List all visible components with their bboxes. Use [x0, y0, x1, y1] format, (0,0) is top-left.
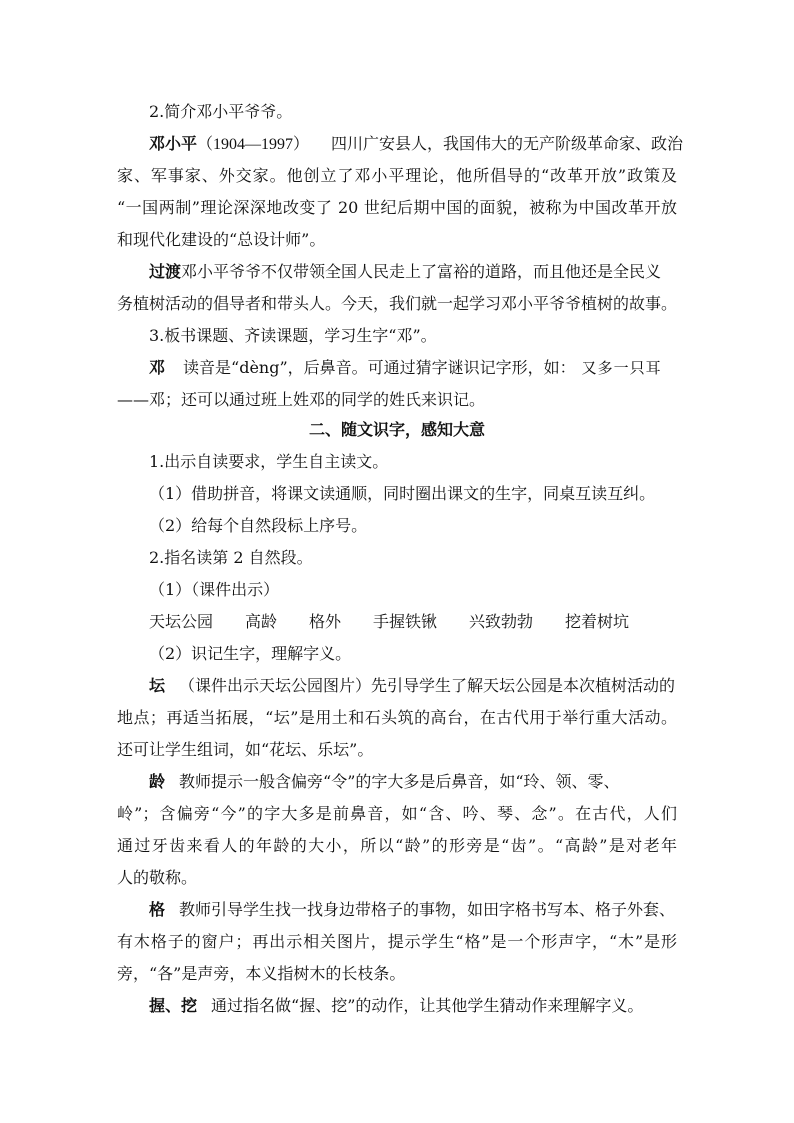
vocab-word: 手握铁锹: [373, 612, 438, 631]
item-1: 1.出示自读要求，学生自主读文。: [149, 452, 389, 471]
ling-text-1: 教师提示一般含偏旁“令”的字大多是后鼻音，如“玲、领、零、: [179, 772, 620, 791]
deng-bio-text-1: 四川广安县人，我国伟大的无产阶级革命家、政治: [331, 134, 684, 153]
item-2-b: （2）识记生字，理解字义。: [149, 644, 352, 663]
ge-line-1: [149, 900, 675, 920]
ge-line-3: 旁，“各”是声旁，本义指树木的长枝条。: [117, 964, 406, 983]
step-2-text: 2.简介邓小平爷爷。: [149, 102, 293, 121]
ge-text-1: 教师引导学生找一找身边带格子的事物，如田字格书写本、格子外套、: [179, 900, 676, 919]
deng-bio-line-3: “一国两制”理论深深地改变了 20 世纪后期中国的面貌，被称为中国改革开放: [117, 198, 677, 217]
ling-line-4: 人的敬称。: [117, 868, 198, 887]
tan-char: 坛: [149, 676, 166, 695]
item-1-b: （2）给每个自然段标上序号。: [149, 516, 368, 535]
transition-text-1: 邓小平爷爷不仅带领全国人民走上了富裕的道路，而且他还是全民义: [181, 262, 662, 281]
deng-bio-line-4: 和现代化建设的“总设计师”。: [117, 230, 326, 249]
transition-line-2: 务植树活动的倡导者和带头人。今天，我们就一起学习邓小平爷爷植树的故事。: [117, 294, 678, 313]
tan-line-3: 还可让学生组词，如“花坛、乐坛”。: [117, 740, 374, 759]
deng-name: 邓小平: [149, 134, 198, 153]
wo-char: 握、挖: [149, 996, 198, 1015]
vocab-word: 天坛公园: [149, 612, 214, 631]
deng-years: （1904—1997）: [197, 136, 310, 153]
ling-line-3: 通过牙齿来看人的年龄的大小，所以“龄”的形旁是“齿”。“高龄”是对老年: [117, 836, 677, 855]
vocab-word: 兴致勃勃: [469, 612, 534, 631]
wo-text-1: 通过指名做“握、挖”的动作，让其他学生猜动作来理解字义。: [211, 996, 644, 1015]
ge-line-2: 有木格子的窗户；再出示相关图片，提示学生“格”是一个形声字，“木”是形: [117, 932, 677, 951]
tan-text-1: （课件出示天坛公园图片）先引导学生了解天坛公园是本次植树活动的: [179, 676, 676, 695]
item-2: 2.指名读第 2 自然段。: [149, 548, 313, 567]
step-3-text: 3.板书课题、齐读课题，学习生字“邓”。: [149, 326, 437, 345]
deng-char-text-1: 读音是“dèng”，后鼻音。可通过猜字谜识记字形，如：: [183, 358, 576, 377]
vocab-list: [149, 612, 629, 632]
vocab-word: 格外: [309, 612, 342, 631]
section-2-heading: 二、随文识字，感知大意: [308, 420, 485, 439]
transition-label: 过渡: [149, 262, 182, 281]
deng-bio-line-1: [149, 134, 683, 155]
ge-char: 格: [149, 900, 166, 919]
ling-char: 龄: [149, 772, 166, 791]
vocab-word: 挖着树坑: [565, 612, 630, 631]
transition-line-1: [149, 262, 661, 282]
vocab-word: 高龄: [245, 612, 278, 631]
item-2-a: （1）（课件出示）: [149, 580, 280, 599]
ling-line-1: [149, 772, 620, 792]
deng-char-line-1: [149, 358, 662, 378]
tan-line-2: 地点；再适当拓展，“坛”是用土和石头筑的高台，在古代用于举行重大活动。: [117, 708, 677, 727]
ling-line-2: 岭”；含偏旁“今”的字大多是前鼻音，如“含、吟、琴、念”。在古代，人们: [117, 804, 677, 823]
wo-line-1: [149, 996, 643, 1016]
tan-line-1: [149, 676, 675, 696]
deng-char-line-2: ——邓；还可以通过班上姓邓的同学的姓氏来识记。: [117, 390, 486, 409]
item-1-a: （1）借助拼音，将课文读通顺，同时圈出课文的生字，同桌互读互纠。: [149, 484, 656, 503]
deng-riddle: 又多一只耳: [581, 359, 662, 377]
deng-bio-line-2: 家、军事家、外交家。他创立了邓小平理论，他所倡导的“改革开放”政策及: [117, 166, 677, 185]
deng-char: 邓: [149, 358, 166, 377]
